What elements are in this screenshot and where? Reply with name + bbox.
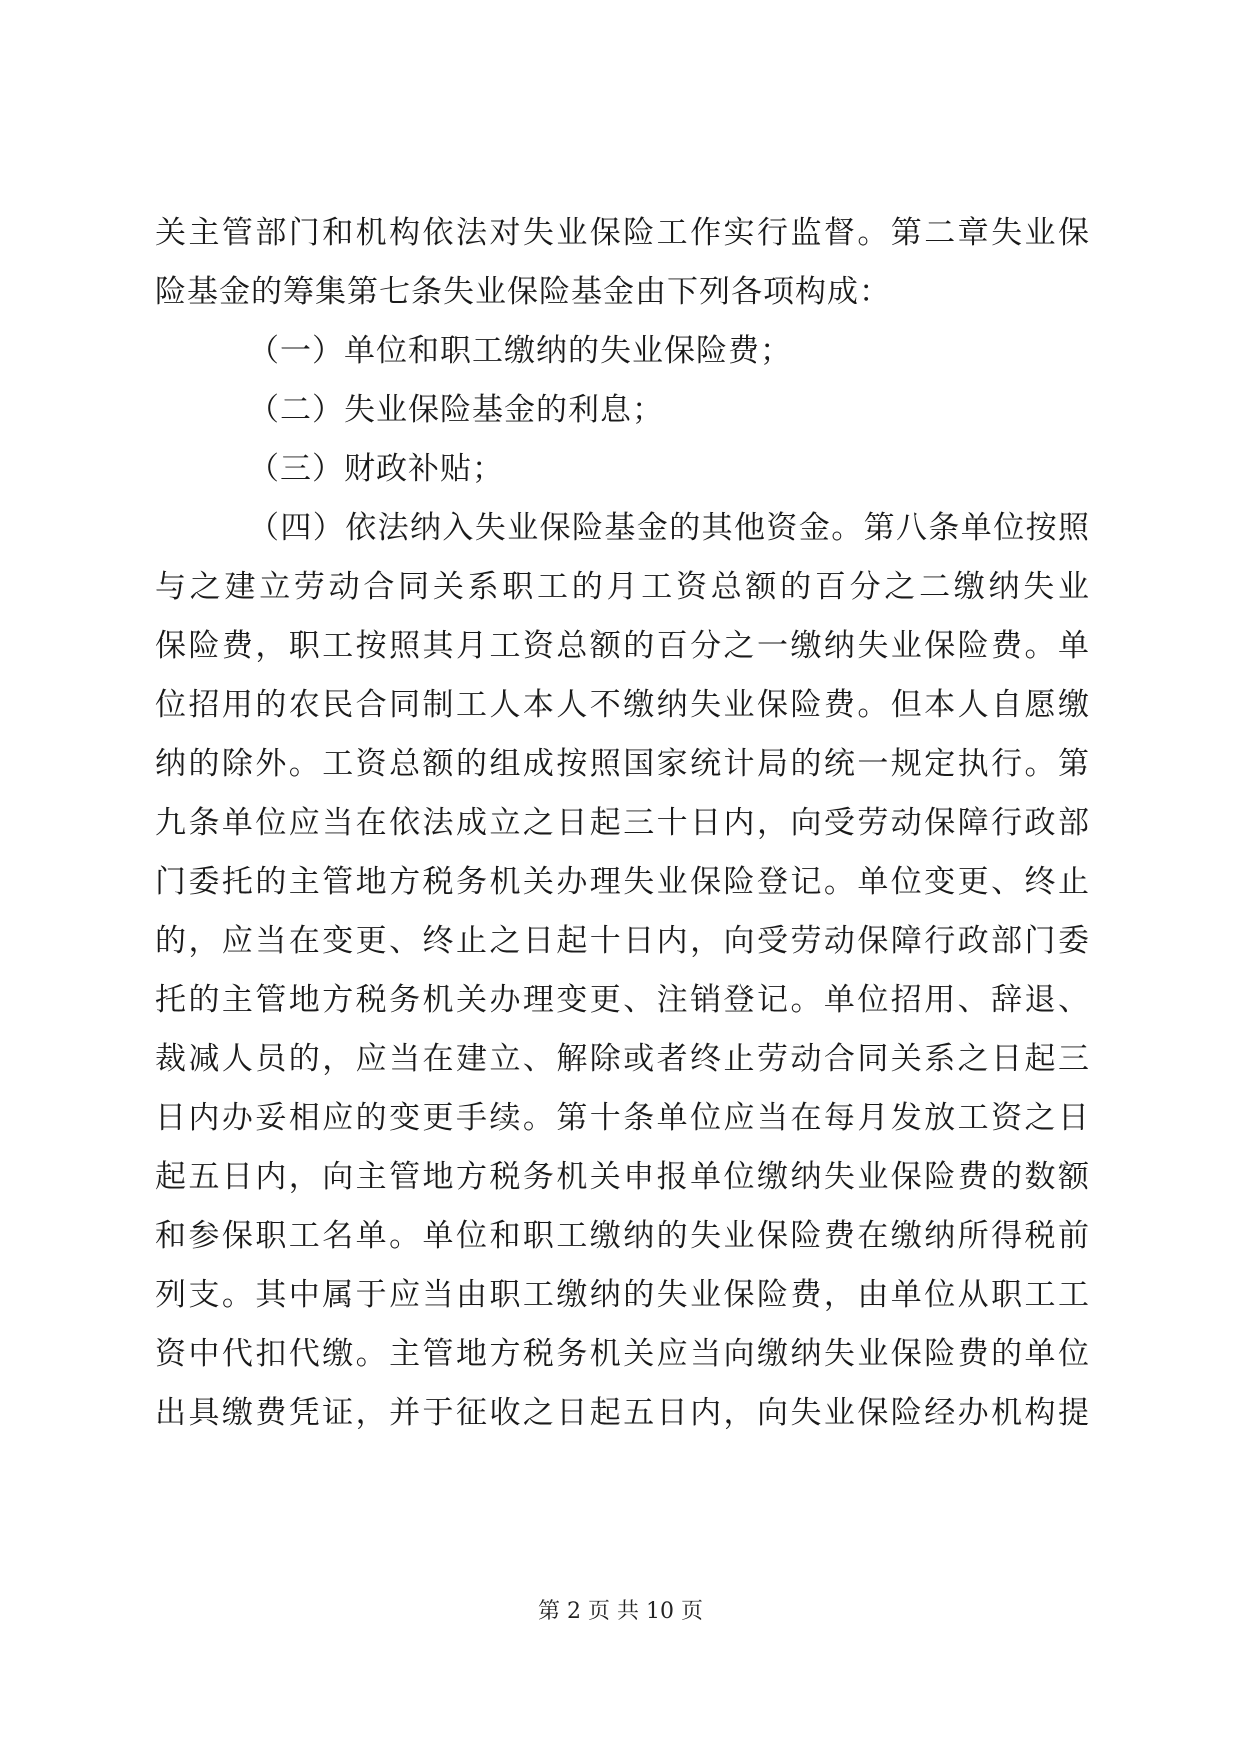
body-line-19: 列支。其中属于应当由职工缴纳的失业保险费，由单位从职工工 — [155, 1277, 1090, 1313]
body-line-11: 九条单位应当在依法成立之日起三十日内，向受劳动保障行政部 — [155, 805, 1090, 841]
list-item-4: （四）依法纳入失业保险基金的其他资金。第八条单位按照 — [248, 510, 1090, 546]
body-line-7: 与之建立劳动合同关系职工的月工资总额的百分之二缴纳失业 — [155, 569, 1090, 605]
list-item-3: （三）财政补贴； — [248, 451, 504, 487]
body-line-9: 位招用的农民合同制工人本人不缴纳失业保险费。但本人自愿缴 — [155, 687, 1090, 723]
body-line-13: 的，应当在变更、终止之日起十日内，向受劳动保障行政部门委 — [155, 923, 1090, 959]
body-line-14: 托的主管地方税务机关办理变更、注销登记。单位招用、辞退、 — [155, 982, 1090, 1018]
body-line-21: 出具缴费凭证，并于征收之日起五日内，向失业保险经办机构提 — [155, 1395, 1090, 1431]
body-line-2: 险基金的筹集第七条失业保险基金由下列各项构成： — [155, 274, 891, 310]
page-number-footer: 第 2 页 共 10 页 — [538, 1599, 703, 1624]
body-line-12: 门委托的主管地方税务机关办理失业保险登记。单位变更、终止 — [155, 864, 1090, 900]
body-line-20: 资中代扣代缴。主管地方税务机关应当向缴纳失业保险费的单位 — [155, 1336, 1090, 1372]
body-line-15: 裁减人员的，应当在建立、解除或者终止劳动合同关系之日起三 — [155, 1041, 1090, 1077]
body-line-10: 纳的除外。工资总额的组成按照国家统计局的统一规定执行。第 — [155, 746, 1090, 782]
body-line-18: 和参保职工名单。单位和职工缴纳的失业保险费在缴纳所得税前 — [155, 1218, 1090, 1254]
body-line-1: 关主管部门和机构依法对失业保险工作实行监督。第二章失业保 — [155, 215, 1090, 251]
body-line-17: 起五日内，向主管地方税务机关申报单位缴纳失业保险费的数额 — [155, 1159, 1090, 1195]
body-line-8: 保险费，职工按照其月工资总额的百分之一缴纳失业保险费。单 — [155, 628, 1090, 664]
list-item-1: （一）单位和职工缴纳的失业保险费； — [248, 333, 792, 369]
body-line-16: 日内办妥相应的变更手续。第十条单位应当在每月发放工资之日 — [155, 1100, 1090, 1136]
list-item-2: （二）失业保险基金的利息； — [248, 392, 664, 428]
